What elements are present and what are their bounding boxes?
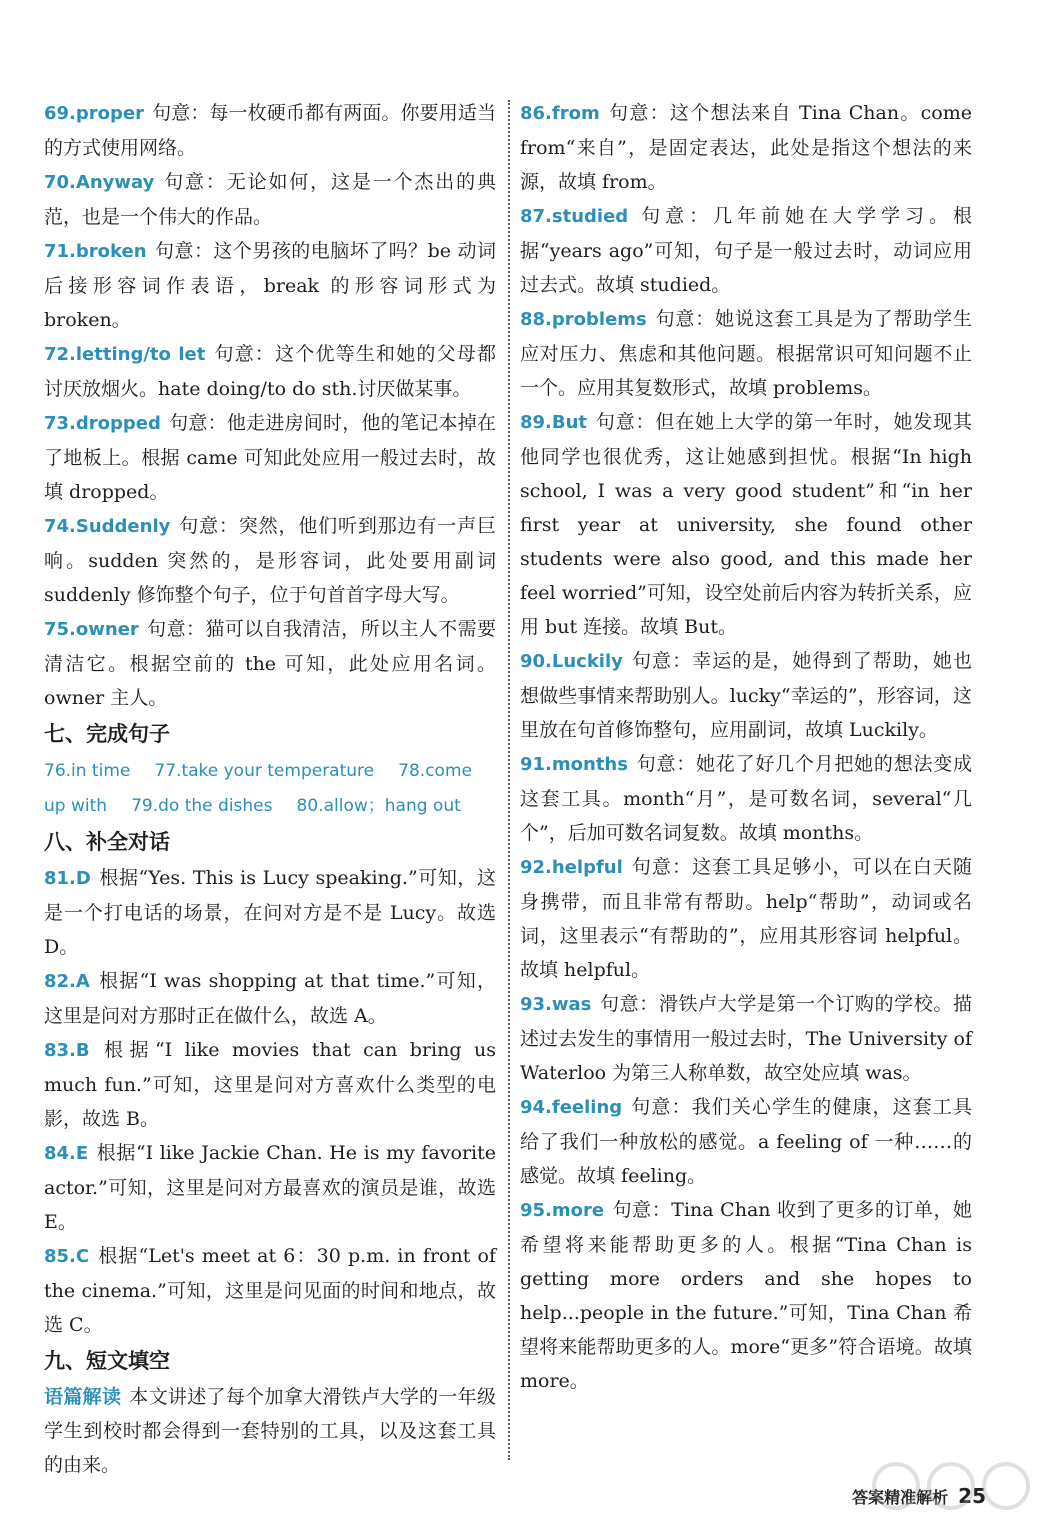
- answer-entry-86: [520, 96, 972, 199]
- answer-key: 82.A: [44, 971, 90, 992]
- footer-label: 答案精准解析: [852, 1487, 949, 1507]
- answer-entry-87: [520, 199, 972, 302]
- answer-entry-93: [520, 987, 972, 1090]
- answer-key: 69.proper: [44, 103, 144, 124]
- explanation: 句意：无论如何，这是一个杰出的典范，也是一个伟大的作品。: [44, 171, 496, 228]
- answer-entry-74: [44, 509, 496, 612]
- answer-key: 88.problems: [520, 309, 647, 330]
- answer-key: 90.Luckily: [520, 651, 623, 672]
- answer-key: 73.dropped: [44, 413, 161, 434]
- answer-key: 89.But: [520, 412, 588, 433]
- answer-key: 70.Anyway: [44, 172, 155, 193]
- explanation: 句意：猫可以自我清洁，所以主人不需要清洁它。根据空前的 the 可知，此处应用名词。owner 主人。: [44, 618, 496, 709]
- explanation: 根据“I was shopping at that time.”可知，这里是问对方那时正在做什么，故选 A。: [44, 970, 496, 1027]
- answer-key: 83.B: [44, 1040, 90, 1061]
- right-column: [520, 96, 972, 1398]
- answer-entry-69: [44, 96, 496, 165]
- answer-key: 87.studied: [520, 206, 629, 227]
- explanation: 根据“I like Jackie Chan. He is my favorite actor.”可知，这里是问对方最喜欢的演员是谁，故选 E。: [44, 1142, 496, 1233]
- answer-entry-92: [520, 850, 972, 987]
- column-divider: [508, 100, 510, 1460]
- answer-entry-75: [44, 612, 496, 715]
- explanation: 句意：幸运的是，她得到了帮助，她也想做些事情来帮助别人。lucky“幸运的”，形容词，这里放在句首修饰整句，应用副词，故填 Luckily。: [520, 650, 972, 741]
- explanation: 句意：这个想法来自 Tina Chan。come from“来自”，是固定表达，此处是指这个想法的来源，故填 from。: [520, 102, 972, 193]
- explanation: 句意：这个优等生和她的父母都讨厌放烟火。hate doing/to do sth.讨厌做某事。: [44, 343, 496, 400]
- explanation: 句意：他走进房间时，他的笔记本掉在了地板上。根据 came 可知此处应用一般过去时，故填 dropped。: [44, 412, 496, 503]
- explanation: 句意：我们关心学生的健康，这套工具给了我们一种放松的感觉。a feeling of 一种……的感觉。故填 feeling。: [520, 1096, 972, 1187]
- answer-key: 91.months: [520, 754, 628, 775]
- sentence-answer: 76.in time: [44, 761, 131, 781]
- answer-entry-72: [44, 337, 496, 406]
- explanation: 根据“Yes. This is Lucy speaking.”可知，这是一个打电话的场景，在问对方是不是 Lucy。故选 D。: [44, 867, 496, 958]
- answer-key: 71.broken: [44, 241, 147, 262]
- answer-entry-88: [520, 302, 972, 405]
- answer-entry-71: [44, 234, 496, 337]
- answer-key: 92.helpful: [520, 857, 623, 878]
- answer-key: 75.owner: [44, 619, 139, 640]
- answer-key: 81.D: [44, 868, 91, 889]
- explanation: 句意：她花了好几个月把她的想法变成这套工具。month“月”，是可数名词，several“几个”，后加可数名词复数。故填 months。: [520, 753, 972, 844]
- section-title-complete-sentences: 七、完成句子: [44, 722, 170, 746]
- answer-key: 86.from: [520, 103, 600, 124]
- passage-analysis: [44, 1380, 496, 1482]
- answer-entry-82: [44, 964, 496, 1033]
- answer-entry-84: [44, 1136, 496, 1239]
- answer-entry-91: [520, 747, 972, 850]
- page-number: 25: [958, 1484, 986, 1508]
- section-title-complete-dialogue: 八、补全对话: [44, 830, 170, 854]
- answer-key: 74.Suddenly: [44, 516, 171, 537]
- answer-entry-85: [44, 1239, 496, 1342]
- explanation: 句意：她说这套工具是为了帮助学生应对压力、焦虑和其他问题。根据常识可知问题不止一个。应用其复数形式，故填 problems。: [520, 308, 972, 399]
- sentence-answer: 80.allow；hang out: [296, 796, 461, 816]
- sentence-answers: [44, 753, 496, 823]
- passage-analysis-text: 本文讲述了每个加拿大滑铁卢大学的一年级学生到校时都会得到一套特别的工具，以及这套工具的由来。: [44, 1386, 496, 1476]
- sentence-answer: 77.take your temperature: [154, 761, 375, 781]
- answer-entry-70: [44, 165, 496, 234]
- explanation: 根据“I like movies that can bring us much fun.”可知，这里是问对方喜欢什么类型的电影，故选 B。: [44, 1039, 496, 1130]
- answer-entry-89: [520, 405, 972, 644]
- answer-entry-83: [44, 1033, 496, 1136]
- explanation: 句意：这套工具足够小，可以在白天随身携带，而且非常有帮助。help“帮助”，动词或名词，这里表示“有帮助的”，应用其形容词 helpful。故填 helpful。: [520, 856, 972, 981]
- explanation: 句意：每一枚硬币都有两面。你要用适当的方式使用网络。: [44, 102, 496, 159]
- explanation: 根据“Let's meet at 6：30 p.m. in front of the cinema.”可知，这里是问见面的时间和地点，故选 C。: [44, 1245, 496, 1336]
- answer-key: 94.feeling: [520, 1097, 623, 1118]
- passage-analysis-tag: 语篇解读: [44, 1386, 122, 1408]
- explanation: 句意：滑铁卢大学是第一个订购的学校。描述过去发生的事情用一般过去时，The University of Waterloo 为第三人称单数，故空处应填 was。: [520, 993, 972, 1084]
- answer-key: 84.E: [44, 1143, 89, 1164]
- answer-entry-94: [520, 1090, 972, 1193]
- answer-key: 93.was: [520, 994, 592, 1015]
- answer-entry-73: [44, 406, 496, 509]
- explanation: 句意：几年前她在大学学习。根据“years ago”可知，句子是一般过去时，动词应用过去式。故填 studied。: [520, 205, 972, 296]
- answer-entry-90: [520, 644, 972, 747]
- answer-key: 72.letting/to let: [44, 344, 206, 365]
- left-column: [44, 96, 496, 1482]
- watermark-logo: [856, 1456, 1046, 1536]
- sentence-answer: 78.come up with: [44, 761, 472, 816]
- answer-entry-81: [44, 861, 496, 964]
- explanation: 句意：突然，他们听到那边有一声巨响。sudden 突然的，是形容词，此处要用副词 suddenly 修饰整个句子，位于句首首字母大写。: [44, 515, 496, 606]
- explanation: 句意：这个男孩的电脑坏了吗？be 动词后接形容词作表语，break 的形容词形式为 broken。: [44, 240, 496, 331]
- section-title-passage-fill: 九、短文填空: [44, 1349, 170, 1373]
- answer-entry-95: [520, 1193, 972, 1398]
- sentence-answer: 79.do the dishes: [131, 796, 273, 816]
- answer-key: 95.more: [520, 1200, 605, 1221]
- explanation: 句意：Tina Chan 收到了更多的订单，她希望将来能帮助更多的人。根据“Tina Chan is getting more orders and she hopes to help...people in the future.”可知，Tina Chan 希望将来能帮助更多的人。more“更多”符合语境。故填 more。: [520, 1199, 972, 1392]
- explanation: 句意：但在她上大学的第一年时，她发现其他同学也很优秀，这让她感到担忧。根据“In high school, I was a very good student”和“in her first year at university, she found other students were also good, and this made her feel worried”可知，设空处前后内容为转折关系，应用 but 连接。故填 But。: [520, 411, 972, 638]
- answer-key: 85.C: [44, 1246, 90, 1267]
